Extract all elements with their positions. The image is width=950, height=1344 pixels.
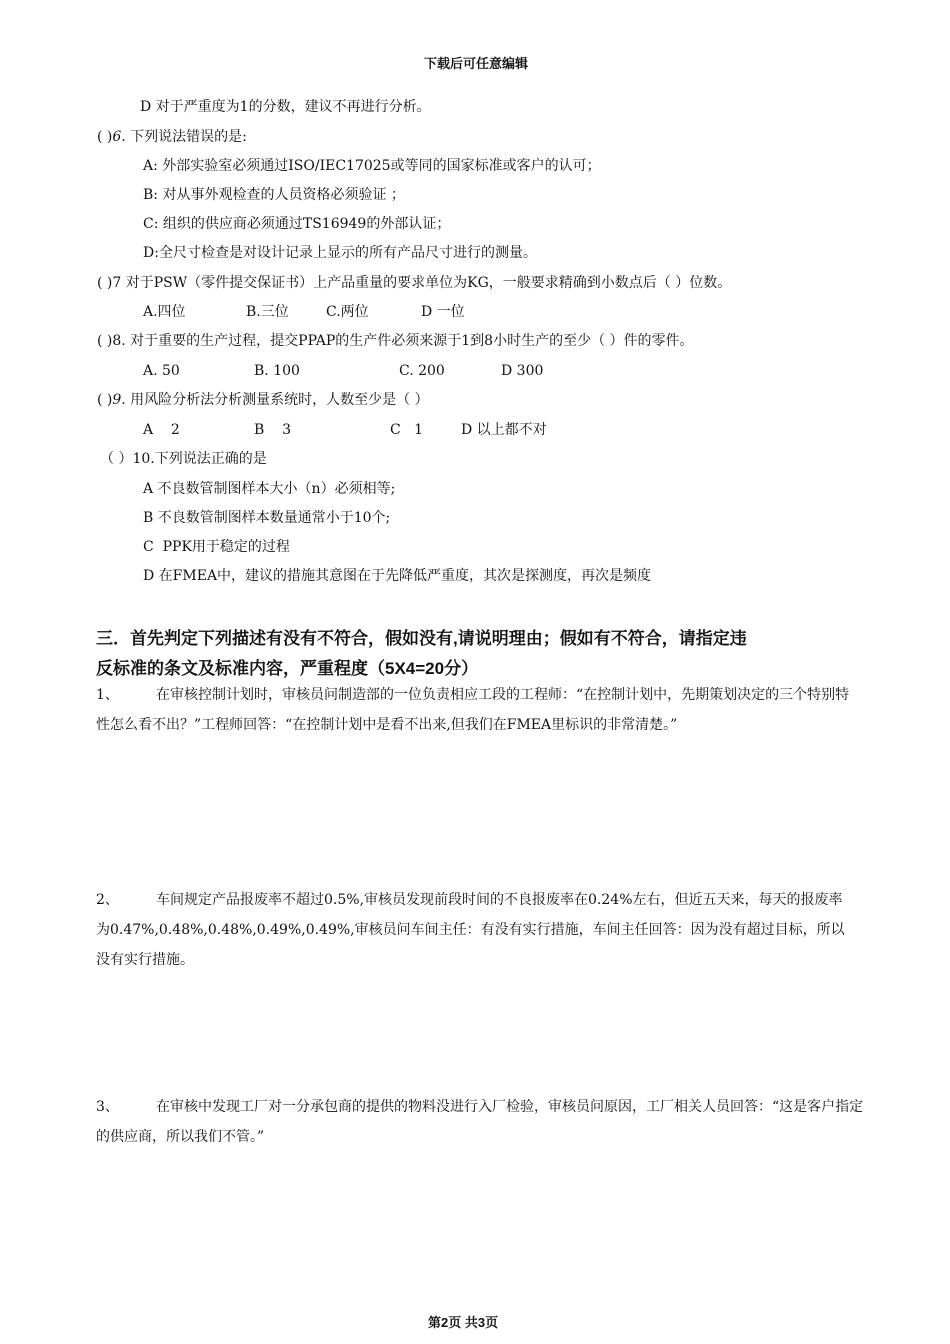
item-number: 2、 bbox=[96, 892, 119, 908]
question-6 bbox=[97, 127, 247, 147]
option: B 不良数管制图样本数量通常小于10个; bbox=[143, 510, 391, 526]
question-7 bbox=[97, 273, 731, 293]
section-3-title-line2: 反标准的条文及标准内容，严重程度（5X4=20分） bbox=[96, 659, 479, 678]
answer-blank: ( ) bbox=[97, 129, 113, 145]
question-number: 9. bbox=[112, 392, 126, 408]
option: C: 组织的供应商必须通过TS16949的外部认证； bbox=[143, 216, 451, 232]
answer-blank: ( ) bbox=[97, 275, 113, 291]
section-3-title-line1: 三．首先判定下列描述有没有不符合，假如没有,请说明理由；假如有不符合，请指定违 bbox=[96, 629, 747, 648]
answer-blank: （ ） bbox=[100, 451, 133, 467]
item-text: 车间规定产品报废率不超过0.5%,审核员发现前段时间的不良报废率在0.24%左右，但近五天来，每天的报废率为0.47%,0.48%,0.48%,0.49%,0.49%,审核员问车间主任：有没有实行措施，车间主任回答：因为没有超过目标，所以没有实行措施。 bbox=[96, 892, 845, 968]
option: B. 100 bbox=[254, 363, 300, 379]
question-stem: 对于重要的生产过程，提交PPAP的生产件必须来源于1到8小时生产的至少（ ）件的零件。 bbox=[125, 333, 694, 349]
item-text: 在审核控制计划时，审核员问制造部的一位负责相应工段的工程师：“在控制计划中，先期策划决定的三个特别特性怎么看不出？”工程师回答：“在控制计划中是看不出来,但我们在FMEA里标识的非常清楚。” bbox=[96, 687, 850, 733]
question-stem: 对于PSW（零件提交保证书）上产品重量的要求单位为KG，一般要求精确到小数点后（ ）位数。 bbox=[121, 275, 732, 291]
question-stem: 下列说法错误的是: bbox=[125, 129, 247, 145]
option: D 以上都不对 bbox=[461, 422, 547, 438]
option: A. 50 bbox=[143, 363, 180, 379]
answer-blank: ( ) bbox=[97, 333, 113, 349]
scenario-item-2 bbox=[96, 885, 856, 975]
option: A: 外部实验室必须通过ISO/IEC17025或等同的国家标准或客户的认可； bbox=[143, 158, 601, 174]
option: C 1 bbox=[390, 422, 423, 438]
question-number: 8. bbox=[112, 333, 126, 349]
page-header: 下载后可任意编辑 bbox=[424, 56, 529, 71]
question-10 bbox=[100, 449, 267, 469]
option: B.三位 bbox=[246, 304, 289, 320]
question-stem: 用风险分析法分析测量系统时，人数至少是（ ） bbox=[125, 392, 429, 408]
option: B: 对从事外观检查的人员资格必须验证 ； bbox=[143, 187, 405, 203]
option: D:全尺寸检查是对设计记录上显示的所有产品尺寸进行的测量。 bbox=[143, 245, 537, 261]
question-8 bbox=[97, 331, 694, 351]
question-9 bbox=[97, 390, 429, 410]
question-number: 7 bbox=[112, 275, 122, 291]
item-number: 1、 bbox=[96, 687, 119, 703]
prev-question-option-d: D 对于严重度为1的分数，建议不再进行分析。 bbox=[140, 99, 431, 115]
option: A 不良数管制图样本大小（n）必须相等; bbox=[143, 481, 396, 497]
page-footer: 第2页 共3页 bbox=[428, 1315, 499, 1330]
option: C PPK用于稳定的过程 bbox=[143, 539, 290, 555]
scenario-item-1 bbox=[96, 680, 856, 740]
question-stem: 下列说法正确的是 bbox=[154, 451, 267, 467]
question-number: 10. bbox=[132, 451, 155, 467]
item-text: 在审核中发现工厂对一分承包商的提供的物料没进行入厂检验，审核员问原因，工厂相关人员回答：“这是客户指定的供应商，所以我们不管。” bbox=[96, 1099, 864, 1145]
item-number: 3、 bbox=[96, 1099, 119, 1115]
option: B 3 bbox=[254, 422, 291, 438]
scenario-item-3 bbox=[96, 1092, 864, 1152]
option: A 2 bbox=[143, 422, 180, 438]
answer-blank: ( ) bbox=[97, 392, 113, 408]
option: C. 200 bbox=[399, 363, 445, 379]
option: D 300 bbox=[501, 363, 544, 379]
option: D 一位 bbox=[421, 304, 465, 320]
option: C.两位 bbox=[326, 304, 369, 320]
option: A.四位 bbox=[143, 304, 186, 320]
option: D 在FMEA中，建议的措施其意图在于先降低严重度，其次是探测度，再次是频度 bbox=[143, 568, 652, 584]
question-number: 6. bbox=[112, 129, 126, 145]
